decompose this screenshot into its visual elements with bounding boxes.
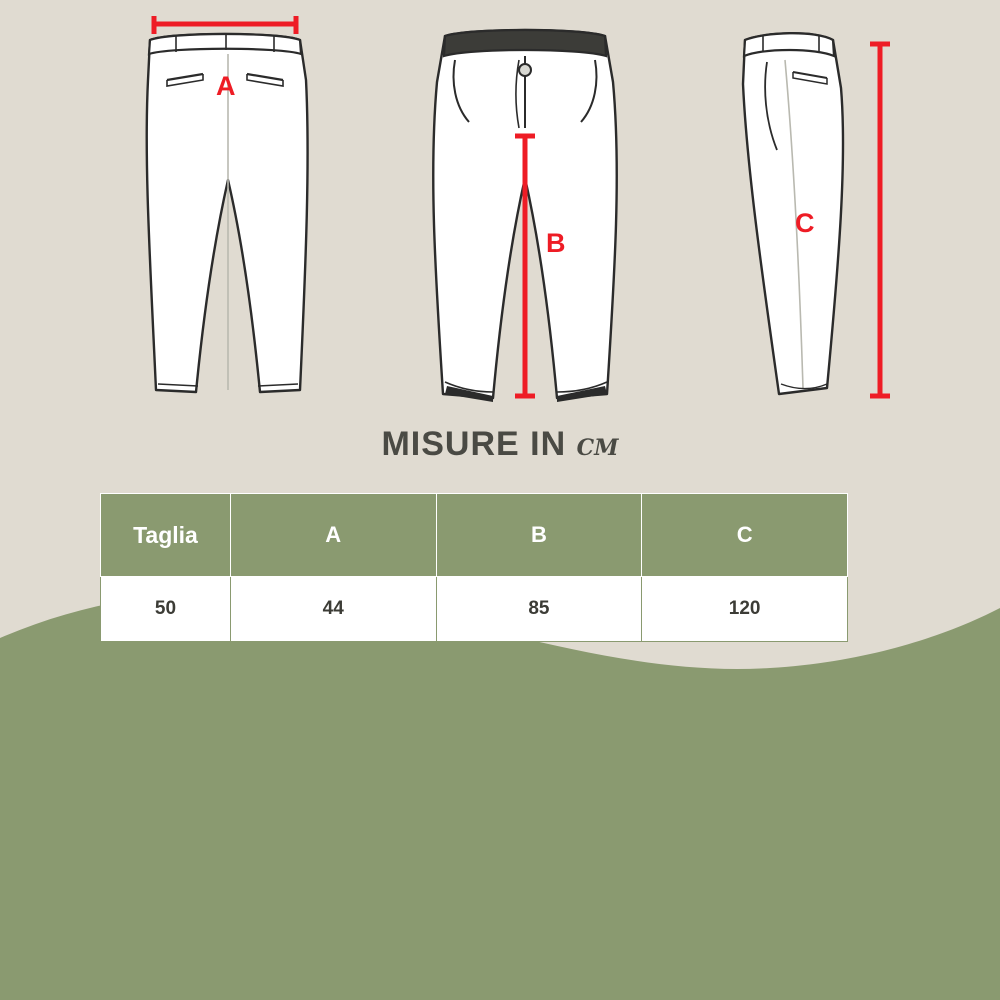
table-header-c: C <box>642 494 848 577</box>
cell-a: 44 <box>230 577 436 642</box>
chart-title-unit: cm <box>576 425 619 463</box>
table-row <box>101 577 848 642</box>
label-b: B <box>546 228 566 258</box>
table-header-a: A <box>230 494 436 577</box>
label-a: A <box>216 71 236 101</box>
table-header-row <box>101 494 848 577</box>
measure-line-c <box>870 42 890 396</box>
trousers-side-outline <box>743 33 843 394</box>
table-header-b: B <box>436 494 642 577</box>
figure-back-view <box>415 10 635 415</box>
figure-front-view <box>110 10 340 415</box>
table-header-taglia: Taglia <box>101 494 231 577</box>
garment-illustrations <box>0 0 1000 420</box>
label-c: C <box>795 208 815 238</box>
cell-b: 85 <box>436 577 642 642</box>
chart-title <box>0 425 1000 464</box>
figure-side-view <box>715 10 915 415</box>
size-table <box>100 493 848 642</box>
cell-taglia: 50 <box>101 577 231 642</box>
chart-title-text: MISURE IN <box>381 425 567 463</box>
measure-line-a <box>154 16 296 34</box>
cell-c: 120 <box>642 577 848 642</box>
